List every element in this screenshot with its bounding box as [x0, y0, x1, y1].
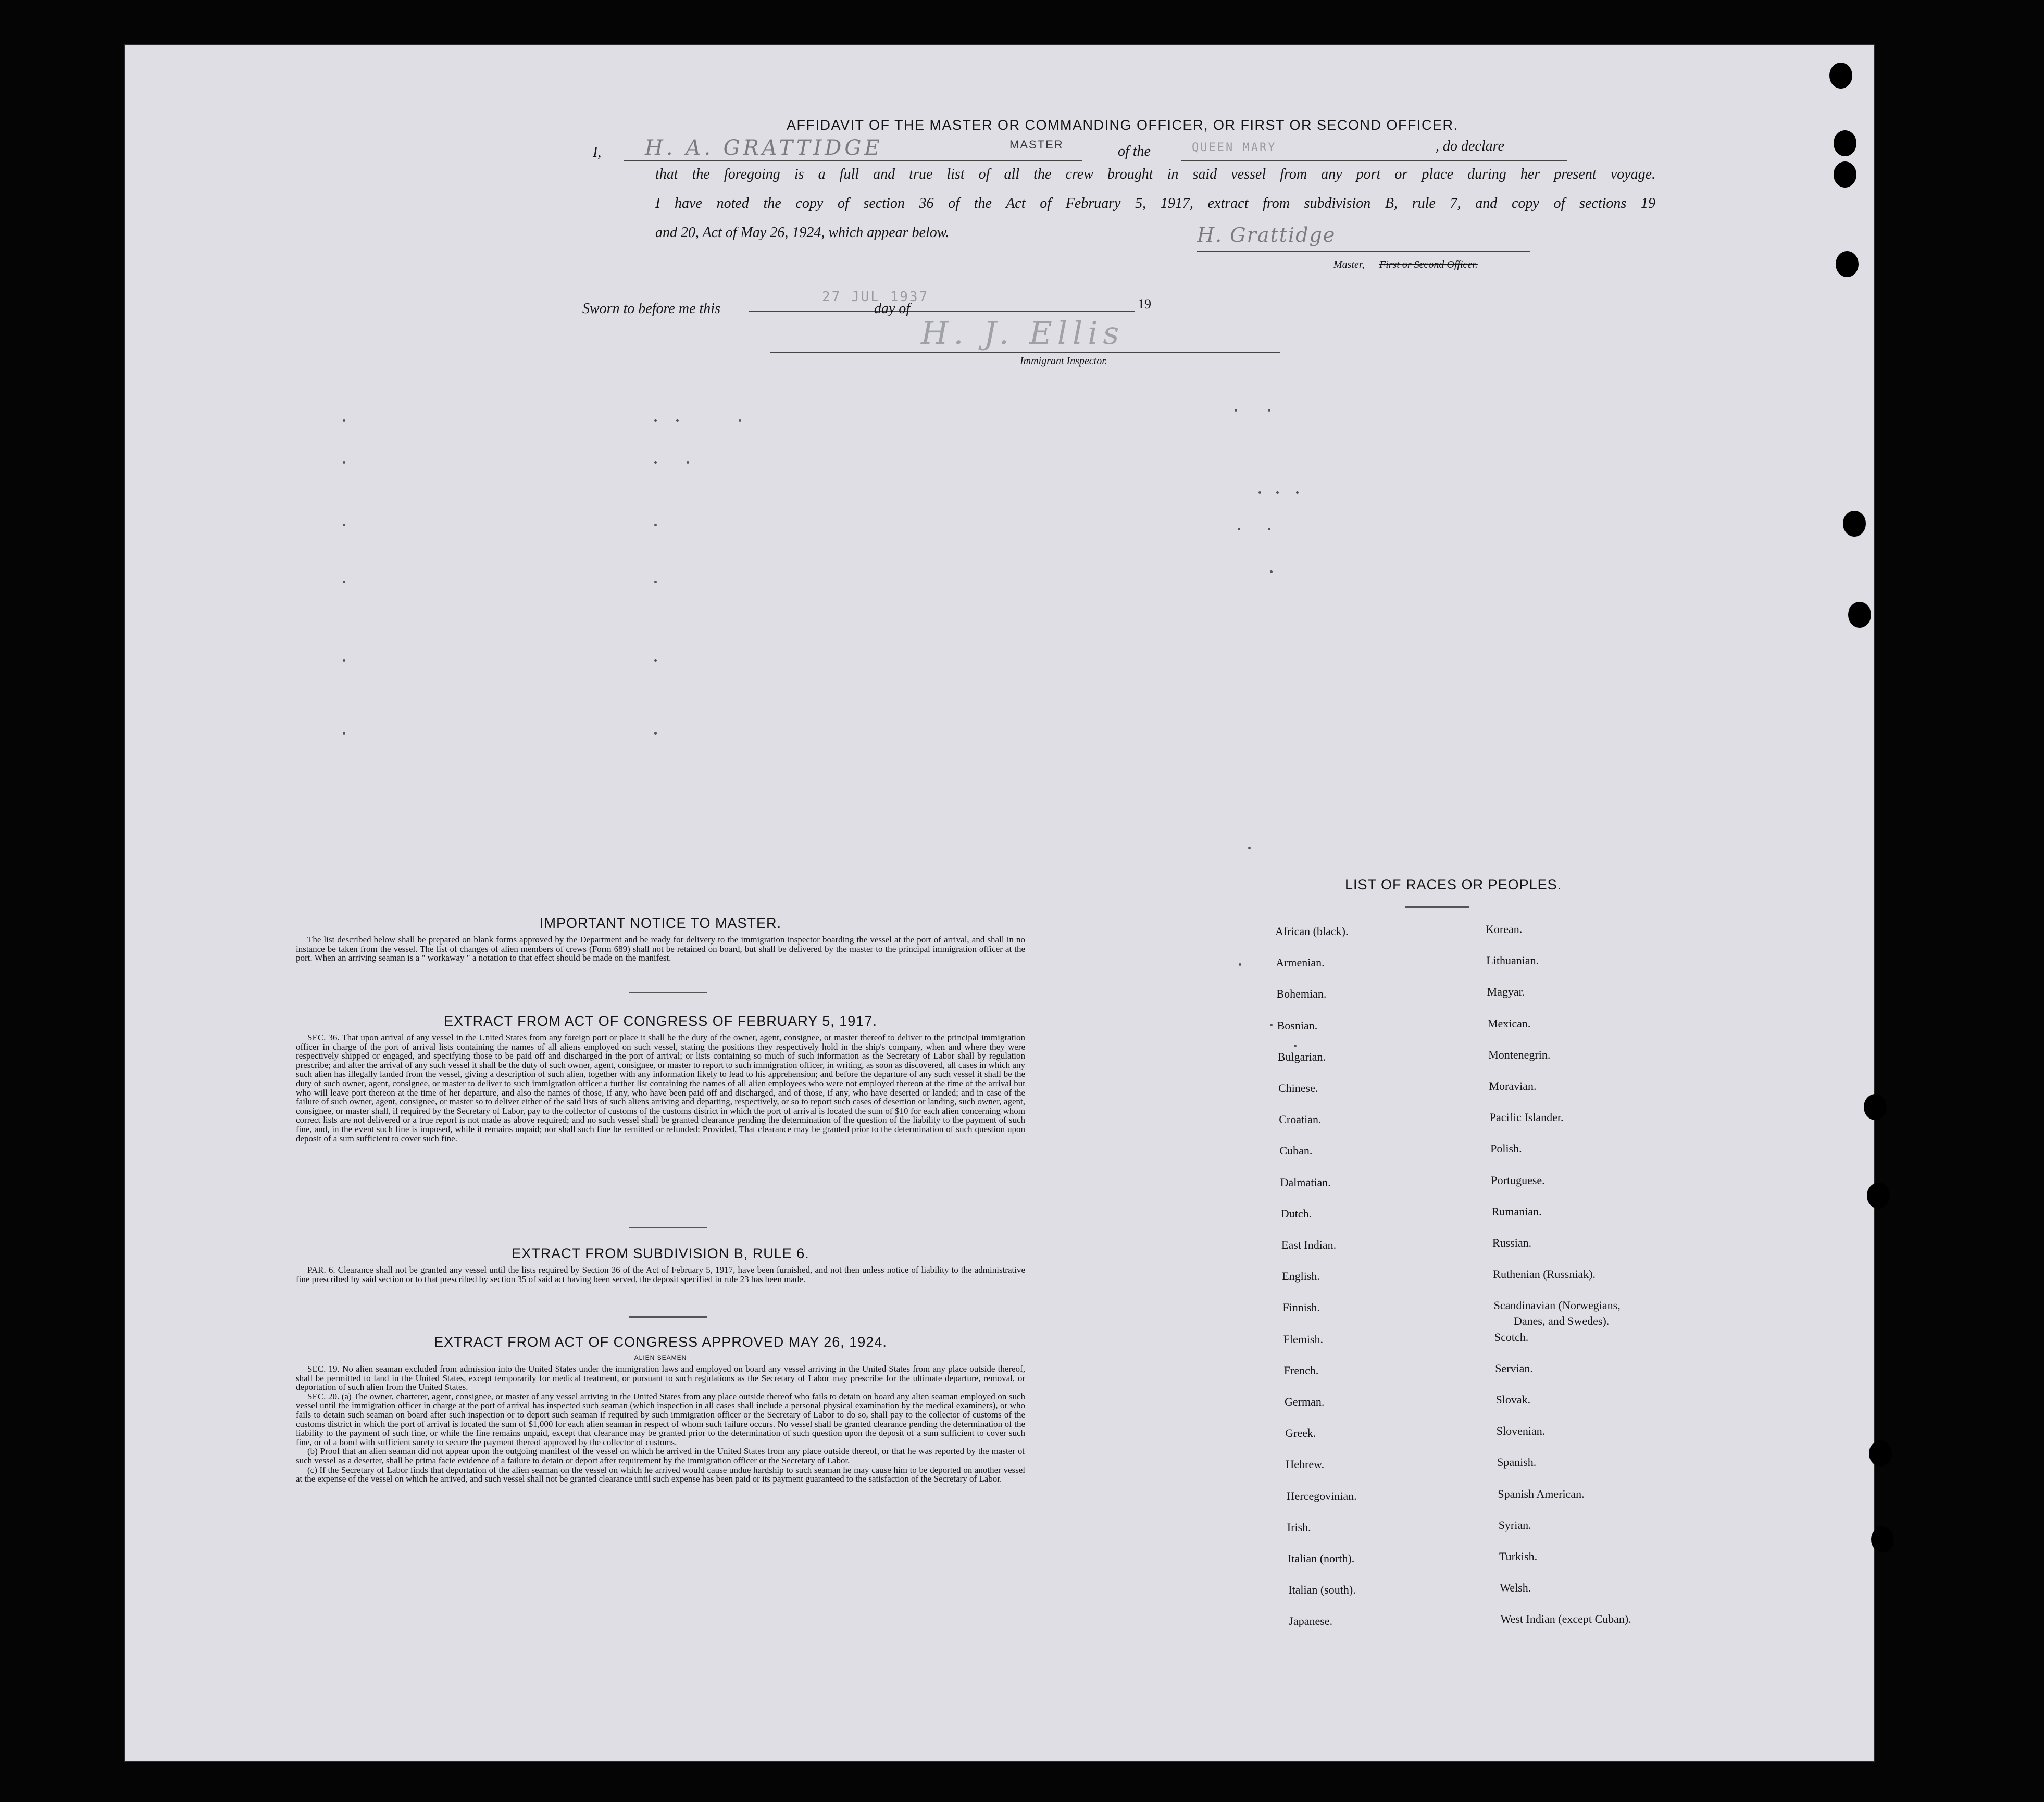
- race-right-item: Korean.: [1486, 923, 1523, 936]
- extract-1917-paragraph: SEC. 36. That upon arrival of any vessel in the United States from any foreign port or place it shall be the duty of the owner, agent, consignee, or master thereof to deliver to the principal immigration officer in charge of the port of arrival lists containing the names of all aliens employed on such vessel, stating the positions they respectively hold in the ship's company, when and where they were respectively shipped or engaged, and specifying those to be paid off and discharged in the port of arrival; or lists containing so much of such information as the Secretary of Labor shall by regulation prescribe; and after the arrival of any such vessel it shall be the duty of such owner, agent, consignee, or master to report to such immigration officer, in writing, as soon as discovered, all cases in which any such alien has illegally landed from the vessel, giving a description of such alien, together with any information likely to lead to his apprehension; and before the departure of any such vessel it shall be the duty of such owner, agent, consignee, or master to deliver to such immigration officer a further list containing the names of all alien employees who were not employed thereon at the time of the arrival but who will leave port thereon at the time of her departure, and also the names of those, if any, who have been paid off and discharged, and of those, if any, who have deserted or landed; and in case of the failure of such owner, agent, consignee, or master so to deliver either of the said lists of such aliens arriving and departing, respectively, or so to report such cases of desertion or landing, such owner, agent, consignee, or master shall, if required by the Secretary of Labor, pay to the collector of customs of the customs district in which the port of arrival is located the sum of $10 for each alien concerning whom correct lists are not delivered or a true report is not made as above required; and no such vessel shall be granted clearance pending the determination of the question of the liability to the payment of such fine, and, in the event such fine is imposed, while it remains unpaid; nor shall such fine be remitted or refunded: Provided, That clearance may be granted prior to the determination of such question upon deposit of a sum sufficient to cover such fine.: [296, 1033, 1025, 1144]
- race-left-item: Italian (north).: [1288, 1552, 1355, 1565]
- master-signature: H. Grattidge: [1197, 223, 1336, 246]
- race-left-item: East Indian.: [1281, 1238, 1337, 1251]
- punch-hole: [1871, 1526, 1894, 1552]
- races-heading-rule: [1405, 906, 1469, 908]
- race-right-item: Servian.: [1495, 1361, 1533, 1375]
- notice-heading: IMPORTANT NOTICE TO MASTER.: [539, 915, 782, 931]
- scan-speck: [654, 659, 657, 662]
- scan-speck: [1270, 570, 1273, 573]
- scan-speck: [343, 419, 345, 422]
- race-left-item: Japanese.: [1289, 1614, 1333, 1628]
- declaration-line-3: and 20, Act of May 26, 1924, which appear below.: [655, 225, 950, 241]
- race-right-item: Montenegrin.: [1488, 1048, 1551, 1061]
- subdivision-b-divider: [629, 1316, 707, 1318]
- declaration-line-2: I have noted the copy of section 36 of the Act of February 5, 1917, extract from subdivision B, rule 7, and copy of sections 19: [655, 195, 1655, 212]
- scan-speck: [676, 419, 679, 422]
- punch-hole: [1834, 161, 1856, 188]
- scan-speck: [654, 732, 657, 735]
- scan-speck: [1239, 963, 1241, 966]
- scan-speck: [343, 581, 345, 583]
- day-of-text: day of: [874, 301, 911, 317]
- race-right-item: Moravian.: [1489, 1079, 1537, 1092]
- race-left-item: Greek.: [1285, 1426, 1316, 1440]
- race-right-item: Lithuanian.: [1486, 954, 1539, 967]
- race-left-item: Bosnian.: [1277, 1018, 1318, 1032]
- punch-hole: [1829, 63, 1852, 89]
- sworn-text: Sworn to before me this: [582, 301, 720, 317]
- race-left-item: Finnish.: [1282, 1301, 1320, 1314]
- race-right-item: Turkish.: [1499, 1550, 1538, 1563]
- scan-speck: [1235, 409, 1237, 412]
- extract-1917-heading: EXTRACT FROM ACT OF CONGRESS OF FEBRUARY 5, 1917.: [444, 1013, 877, 1029]
- race-left-item: Bohemian.: [1276, 987, 1327, 1001]
- declaration-line-1: that the foregoing is a full and true list of all the crew brought in said vessel from any port or place during her present voyage.: [655, 166, 1655, 182]
- race-left-item: Armenian.: [1276, 956, 1325, 970]
- race-left-item: French.: [1283, 1363, 1319, 1377]
- inspector-caption: Immigrant Inspector.: [1020, 355, 1107, 367]
- scan-speck: [1268, 528, 1270, 530]
- punch-hole: [1836, 251, 1859, 277]
- sec-20b-paragraph: (b) Proof that an alien seaman did not appear upon the outgoing manifest of the vessel on which he arrived in the United States from any place outside thereof, or that he was reported by the master of such vessel as a deserter, shall be prima facie evidence of a failure to detain or deport after requirement by the immigration officer or the Secretary of Labor.: [296, 1446, 1025, 1465]
- race-left-item: Cuban.: [1279, 1144, 1313, 1158]
- race-right-item: Portuguese.: [1491, 1173, 1545, 1187]
- do-declare-text: , do declare: [1436, 138, 1504, 154]
- race-left-item: Italian (south).: [1288, 1583, 1356, 1597]
- race-right-item: Polish.: [1490, 1142, 1522, 1155]
- pronoun-i: I,: [593, 144, 602, 160]
- race-right-item: Scotch.: [1494, 1330, 1529, 1344]
- race-right-item: Spanish.: [1497, 1456, 1537, 1469]
- inspector-signature: H. J. Ellis: [921, 315, 1125, 352]
- affidavit-title: AFFIDAVIT OF THE MASTER OR COMMANDING OFFICER, OR FIRST OR SECOND OFFICER.: [787, 117, 1459, 133]
- race-right-item: Mexican.: [1487, 1016, 1531, 1030]
- punch-hole: [1834, 130, 1856, 156]
- scan-speck: [1276, 491, 1279, 494]
- scan-speck: [687, 461, 689, 464]
- race-right-item: Slovenian.: [1496, 1424, 1546, 1438]
- race-left-item: Bulgarian.: [1277, 1050, 1326, 1063]
- race-left-item: Hebrew.: [1286, 1458, 1325, 1471]
- scan-speck: [1268, 409, 1270, 412]
- punch-hole: [1869, 1440, 1892, 1467]
- race-left-item: English.: [1282, 1270, 1320, 1283]
- race-left-item: Croatian.: [1279, 1113, 1322, 1126]
- subdivision-b-heading: EXTRACT FROM SUBDIVISION B, RULE 6.: [512, 1246, 809, 1261]
- extract-1924-heading: EXTRACT FROM ACT OF CONGRESS APPROVED MAY 26, 1924.: [434, 1334, 887, 1350]
- race-left-item: Chinese.: [1278, 1082, 1318, 1095]
- subdivision-b-body: [296, 1265, 1025, 1284]
- punch-hole: [1848, 602, 1871, 628]
- race-right-item: Welsh.: [1500, 1581, 1531, 1595]
- scan-speck: [1294, 1045, 1297, 1047]
- scan-speck: [343, 732, 345, 735]
- master-name-handwritten: H. A. GRATTIDGE: [645, 136, 883, 160]
- race-left-item: Irish.: [1287, 1520, 1311, 1534]
- races-heading: LIST OF RACES OR PEOPLES.: [1345, 877, 1562, 892]
- scan-speck: [654, 461, 657, 464]
- of-the-text: of the: [1118, 143, 1151, 159]
- scan-speck: [739, 419, 741, 422]
- race-left-item: African (black).: [1275, 925, 1349, 938]
- race-left-item: Flemish.: [1283, 1332, 1323, 1346]
- race-left-item: Hercegovinian.: [1286, 1489, 1357, 1502]
- punch-hole: [1864, 1094, 1887, 1120]
- inspector-signature-line: [770, 352, 1280, 353]
- struck-officer-caption: First or Second Officer.: [1379, 259, 1478, 270]
- vessel-name-stamp: QUEEN MARY: [1192, 141, 1277, 154]
- race-right-item: Scandinavian (Norwegians,: [1493, 1299, 1621, 1312]
- notice-paragraph: The list described below shall be prepared on blank forms approved by the Department and be ready for delivery to the immigration inspector boarding the vessel at the port of arrival, and shall in no instance be taken from the vessel. The list of changes of alien members of crews (Form 689) shall not be retained on board, but shall be delivered by the master to the principal immigration officer at the port. When an arriving seaman is a " workaway " a notation to that effect should be made on the manifest.: [296, 935, 1025, 963]
- alien-seamen-subheading: ALIEN SEAMEN: [634, 1354, 687, 1361]
- race-right-item: Magyar.: [1487, 985, 1525, 999]
- subdivision-b-paragraph: PAR. 6. Clearance shall not be granted any vessel until the lists required by Section 36 of the Act of February 5, 1917, have been furnished, and not then unless notice of liability to the administrative fine prescribed by said section or to that prescribed by section 35 of said act having been served, the deposit specified in rule 23 has been made.: [296, 1265, 1025, 1284]
- sec-20a-paragraph: SEC. 20. (a) The owner, charterer, agent, consignee, or master of any vessel arriving in the United States from any place outside thereof who fails to detain on board any alien seaman employed on such vessel until the immigration officer in charge at the port of arrival has inspected such seaman (which inspection in all cases shall include a personal physical examination by the medical examiners), or who fails to detain such seaman on board after such inspection or to deport such seaman if required by such immigration officer or the Secretary of Labor to do so, shall pay to the collector of customs of the customs district in which the port of arrival is located the sum of $1,000 for each alien seaman in respect of whom such failure occurs. No vessel shall be granted clearance pending the determination of the liability to the payment of such fine, or while the fine remains unpaid, except that clearance may be granted prior to the determination of such question upon the deposit of a sum sufficient to cover such fine, or of a bond with sufficient surety to secure the payment thereof approved by the collector of customs.: [296, 1391, 1025, 1447]
- race-right-item: Pacific Islander.: [1489, 1111, 1564, 1124]
- scan-speck: [1258, 491, 1261, 494]
- year-prefix: 19: [1138, 296, 1151, 312]
- extract-1924-body: [296, 1364, 1025, 1484]
- extract-1917-divider: [629, 1227, 707, 1228]
- document-page: [124, 44, 1875, 1762]
- scan-speck: [1270, 1024, 1273, 1026]
- sec-19-paragraph: SEC. 19. No alien seaman excluded from admission into the United States under the immigration laws and employed on board any vessel arriving in the United States from any place outside thereof, shall be permitted to land in the United States, except temporarily for medical treatment, or pursuant to such regulations as the Secretary of Labor may prescribe for the ultimate departure, removal, or deportation of such alien from the United States.: [296, 1364, 1025, 1393]
- race-right-item: Spanish American.: [1498, 1487, 1585, 1500]
- punch-hole: [1843, 511, 1866, 537]
- race-right-item: West Indian (except Cuban).: [1500, 1612, 1631, 1626]
- race-right-item: Slovak.: [1495, 1393, 1531, 1406]
- scan-speck: [1248, 847, 1251, 849]
- sec-20c-paragraph: (c) If the Secretary of Labor finds that deportation of the alien seaman on the vessel on which he arrived would cause undue hardship to such seaman he may cause him to be deported on another vessel at the expense of the vessel on which he arrived, and such vessel shall not be granted clearance until such expense has been paid or its payment guaranteed to the satisfaction of the Secretary of Labor.: [296, 1464, 1025, 1484]
- scan-speck: [654, 524, 657, 526]
- scan-speck: [654, 419, 657, 422]
- race-left-item: Dalmatian.: [1280, 1175, 1331, 1189]
- extract-1917-body: [296, 1033, 1025, 1143]
- race-left-item: Dutch.: [1280, 1207, 1312, 1220]
- scan-speck: [654, 581, 657, 583]
- notice-body: [296, 935, 1025, 963]
- scan-speck: [1296, 491, 1299, 494]
- scan-speck: [343, 461, 345, 464]
- notice-divider: [629, 992, 707, 993]
- race-scandinavian-continuation: Danes, and Swedes).: [1514, 1314, 1610, 1327]
- sworn-month-line: [926, 311, 1135, 312]
- race-right-item: Ruthenian (Russniak).: [1493, 1267, 1596, 1281]
- race-right-item: Rumanian.: [1491, 1204, 1542, 1218]
- scan-speck: [343, 659, 345, 662]
- sworn-date-stamp: 27 JUL 1937: [822, 289, 929, 305]
- scan-speck: [1238, 528, 1240, 530]
- master-caption: Master,: [1333, 259, 1365, 270]
- race-left-item: German.: [1285, 1395, 1325, 1408]
- scan-speck: [343, 524, 345, 526]
- race-right-item: Syrian.: [1498, 1518, 1531, 1532]
- punch-hole: [1867, 1183, 1890, 1209]
- rank-stamp: MASTER: [1009, 138, 1064, 151]
- signature-line: [1197, 251, 1530, 252]
- race-right-item: Russian.: [1492, 1236, 1532, 1249]
